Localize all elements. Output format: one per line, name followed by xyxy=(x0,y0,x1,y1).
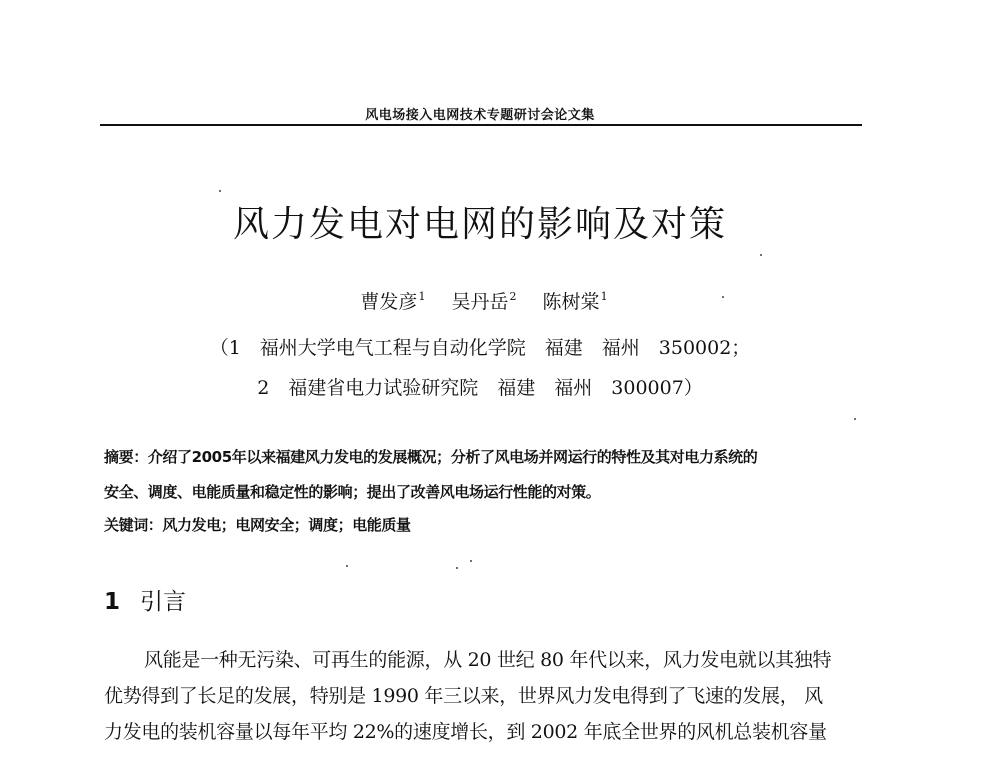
scan-speck xyxy=(346,565,348,567)
header-rule xyxy=(100,124,862,126)
author-3 xyxy=(543,291,608,313)
author-name: 陈树棠 xyxy=(542,291,600,313)
author-affil-mark: 1 xyxy=(600,290,608,303)
body-line-2: 优势得到了长足的发展，特别是 1990 年三以来，世界风力发电得到了飞速的发展， 风 xyxy=(104,685,823,707)
keywords-label: 关键词： xyxy=(104,516,163,534)
abstract-line-1 xyxy=(104,446,884,467)
author-name: 曹发彦 xyxy=(360,291,418,313)
keywords-line xyxy=(104,514,884,535)
section-number: 1 xyxy=(104,589,121,615)
body-line-1: 风能是一种无污染、可再生的能源，从 20 世纪 80 年代以来，风力发电就以其独特 xyxy=(144,649,832,671)
scan-speck xyxy=(760,254,762,256)
scan-speck xyxy=(854,418,856,420)
affiliation-1: （1 福州大学电气工程与自动化学院 福建 福州 350002； xyxy=(209,337,751,359)
author-2 xyxy=(451,291,516,313)
section-heading xyxy=(104,583,186,616)
keywords-text: 风力发电；电网安全；调度；电能质量 xyxy=(162,516,411,534)
abstract-line-2: 安全、调度、电能质量和稳定性的影响；提出了改善风电场运行性能的对策。 xyxy=(104,483,601,501)
author-name: 吴丹岳 xyxy=(451,291,509,313)
author-list xyxy=(0,287,968,314)
body-line-3: 力发电的装机容量以每年平均 22%的速度增长，到 2002 年底全世界的风机总装机容量 xyxy=(104,721,827,743)
author-affil-mark: 2 xyxy=(509,290,517,303)
abstract-text-1: 介绍了2005年以来福建风力发电的发展概况；分析了风电场并网运行的特性及其对电力系统的 xyxy=(147,448,758,466)
running-header: 风电场接入电网技术专题研讨会论文集 xyxy=(365,108,595,123)
scan-speck xyxy=(470,560,472,562)
scan-speck xyxy=(722,296,724,298)
author-affil-mark: 1 xyxy=(418,290,426,303)
paper-title: 风力发电对电网的影响及对策 xyxy=(232,204,727,245)
scan-speck xyxy=(219,190,221,192)
scan-speck xyxy=(456,567,458,569)
affiliation-2: 2 福建省电力试验研究院 福建 福州 300007） xyxy=(257,377,703,399)
abstract-label: 摘要： xyxy=(104,448,148,466)
section-title: 引言 xyxy=(140,589,187,615)
author-1 xyxy=(360,291,425,313)
